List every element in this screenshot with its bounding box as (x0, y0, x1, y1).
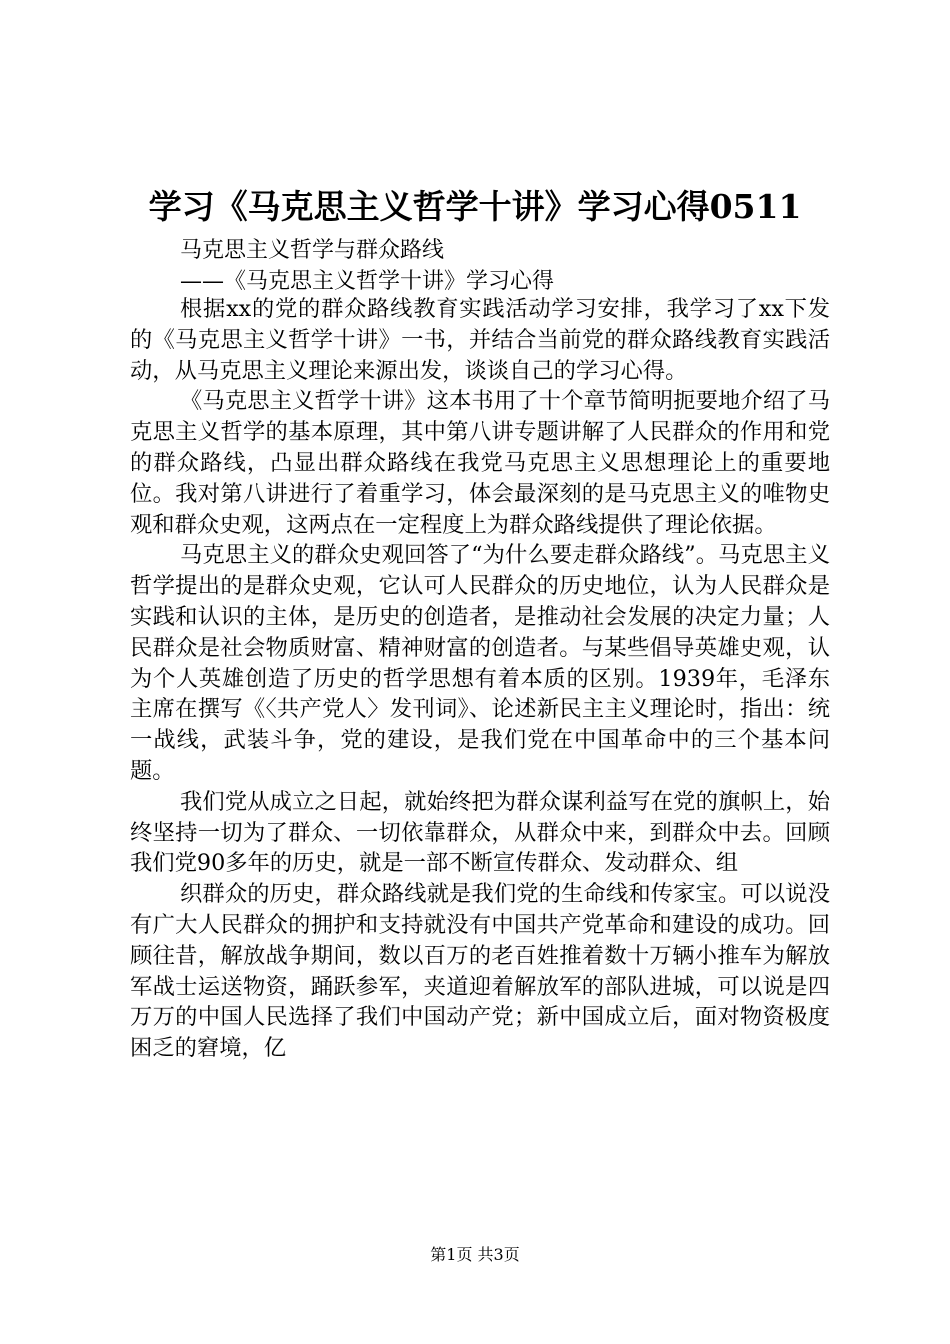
paragraph: 织群众的历史，群众路线就是我们党的生命线和传家宝。可以说没有广大人民群众的拥护和支持就没有中国共产党革命和建设的成功。回顾往昔，解放战争期间，数以百万的老百姓推着数十万辆小推车为解放军战士运送物资，踊跃参军，夹道迎着解放军的部队进城，可以说是四万万的中国人民选择了我们中国动产党；新中国成立后，面对物资极度困乏的窘境，亿 (130, 881, 830, 1062)
paragraph: 我们党从成立之日起，就始终把为群众谋利益写在党的旗帜上，始终坚持一切为了群众、一切依靠群众，从群众中来，到群众中去。回顾我们党90多年的历史，就是一部不断宣传群众、发动群众、组 (130, 788, 830, 877)
paragraph: 《马克思主义哲学十讲》这本书用了十个章节简明扼要地介绍了马克思主义哲学的基本原理，其中第八讲专题讲解了人民群众的作用和党的群众路线，凸显出群众路线在我党马克思主义思想理论上的重要地位。我对第八讲进行了着重学习，体会最深刻的是马克思主义的唯物史观和群众史观，这两点在一定程度上为群众路线提供了理论依据。 (130, 388, 830, 538)
subtitle-line-2: ——《马克思主义哲学十讲》学习心得 (180, 269, 555, 294)
page-title: 学习《马克思主义哲学十讲》学习心得0511 (148, 187, 802, 226)
paragraph: 根据xx的党的群众路线教育实践活动学习安排，我学习了xx下发的《马克思主义哲学十讲》一书，并结合当前党的群众路线教育实践活动，从马克思主义理论来源出发，谈谈自己的学习心得。 (130, 296, 830, 384)
subtitle-line-1: 马克思主义哲学与群众路线 (180, 238, 445, 263)
page-footer: 第1页 共3页 (430, 1245, 520, 1264)
document-body (130, 294, 830, 1064)
paragraph: 马克思主义的群众史观回答了“为什么要走群众路线”。马克思主义哲学提出的是群众史观，它认可人民群众的历史地位，认为人民群众是实践和认识的主体，是历史的创造者，是推动社会发展的决定力量；人民群众是社会物质财富、精神财富的创造者。与某些倡导英雄史观，认为个人英雄创造了历史的哲学思想有着本质的区别。1939年，毛泽东主席在撰写《〈共产党人〉发刊词》、论述新民主主义理论时，指出：统一战线，武装斗争，党的建设，是我们党在中国革命中的三个基本问题。 (130, 542, 830, 784)
